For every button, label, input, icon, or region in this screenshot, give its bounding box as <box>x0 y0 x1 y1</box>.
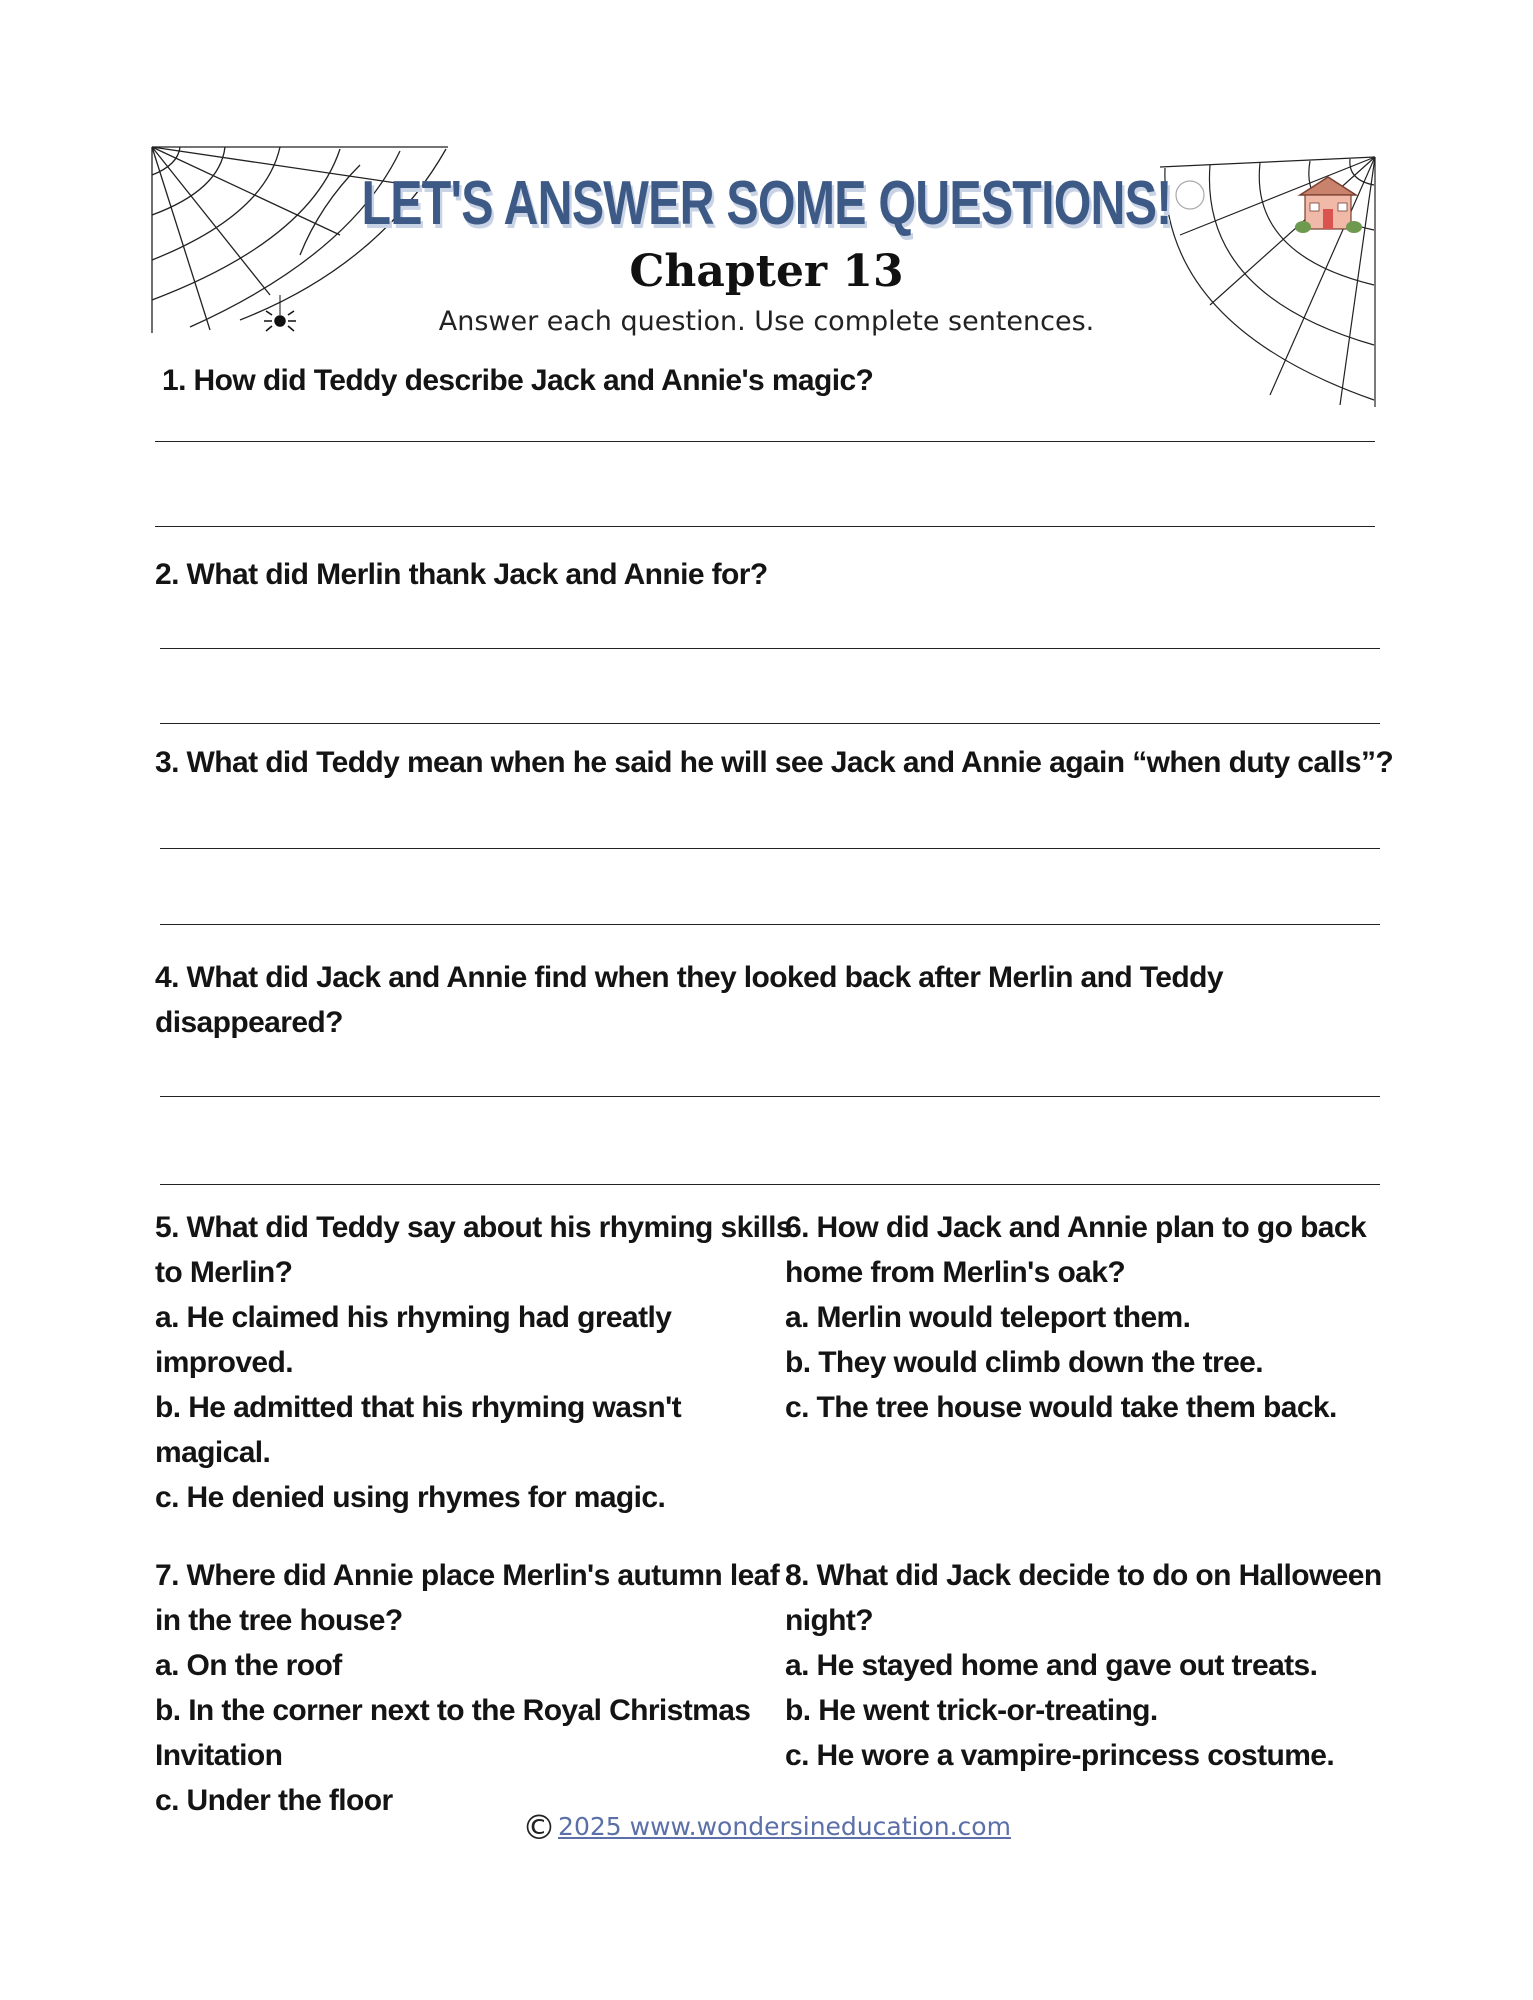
option-8b[interactable]: b. He went trick-or-treating. <box>785 1694 1158 1727</box>
question-6-block <box>785 1205 1366 1430</box>
option-8c[interactable]: c. He wore a vampire-princess costume. <box>785 1739 1335 1772</box>
question-8-line: night? <box>785 1604 874 1637</box>
question-8-line: 8. What did Jack decide to do on Halloween <box>785 1559 1382 1592</box>
question-7-block <box>155 1553 779 1823</box>
question-7-line: in the tree house? <box>155 1604 403 1637</box>
question-4-line-1: 4. What did Jack and Annie find when they looked back after Merlin and Teddy <box>155 961 1223 994</box>
question-2: 2. What did Merlin thank Jack and Annie for? <box>155 558 768 591</box>
page-title: LET'S ANSWER SOME QUESTIONS! <box>361 169 1172 238</box>
answer-line[interactable] <box>155 441 1375 442</box>
option-8a[interactable]: a. He stayed home and gave out treats. <box>785 1649 1318 1682</box>
option-5c[interactable]: c. He denied using rhymes for magic. <box>155 1481 666 1514</box>
question-5-line: 5. What did Teddy say about his rhyming skills <box>155 1211 792 1244</box>
question-5-block <box>155 1205 792 1520</box>
question-1: 1. How did Teddy describe Jack and Annie's magic? <box>162 364 874 397</box>
answer-line[interactable] <box>160 648 1380 649</box>
option-7a[interactable]: a. On the roof <box>155 1649 342 1682</box>
question-4 <box>155 955 1223 1045</box>
question-5-line: to Merlin? <box>155 1256 293 1289</box>
answer-line[interactable] <box>160 1184 1380 1185</box>
option-5a[interactable]: a. He claimed his rhyming had greatly <box>155 1301 672 1334</box>
website-link[interactable]: 2025 www.wondersineducation.com <box>558 1812 1011 1841</box>
option-7b[interactable]: b. In the corner next to the Royal Christmas <box>155 1694 751 1727</box>
answer-line[interactable] <box>155 526 1375 527</box>
option-5b[interactable]: b. He admitted that his rhyming wasn't <box>155 1391 682 1424</box>
copyright-icon: © <box>522 1808 557 1848</box>
question-3: 3. What did Teddy mean when he said he will see Jack and Annie again “when duty calls”? <box>155 746 1394 779</box>
chapter-heading: Chapter 13 <box>629 246 904 297</box>
option-6a[interactable]: a. Merlin would teleport them. <box>785 1301 1191 1334</box>
option-6b[interactable]: b. They would climb down the tree. <box>785 1346 1263 1379</box>
option-5a-cont[interactable]: improved. <box>155 1346 293 1379</box>
question-4-line-2: disappeared? <box>155 1006 343 1039</box>
answer-line[interactable] <box>160 723 1380 724</box>
instructions-text: Answer each question. Use complete sentences. <box>438 306 1095 337</box>
option-7b-cont[interactable]: Invitation <box>155 1739 283 1772</box>
footer <box>0 1808 1533 1848</box>
question-7-line: 7. Where did Annie place Merlin's autumn leaf <box>155 1559 780 1592</box>
answer-line[interactable] <box>160 1096 1380 1097</box>
question-8-block <box>785 1553 1382 1778</box>
answer-line[interactable] <box>160 924 1380 925</box>
question-6-line: home from Merlin's oak? <box>785 1256 1126 1289</box>
answer-line[interactable] <box>160 848 1380 849</box>
option-6c[interactable]: c. The tree house would take them back. <box>785 1391 1337 1424</box>
option-7c[interactable]: c. Under the floor <box>155 1784 393 1817</box>
question-6-line: 6. How did Jack and Annie plan to go back <box>785 1211 1367 1244</box>
option-5b-cont[interactable]: magical. <box>155 1436 271 1469</box>
